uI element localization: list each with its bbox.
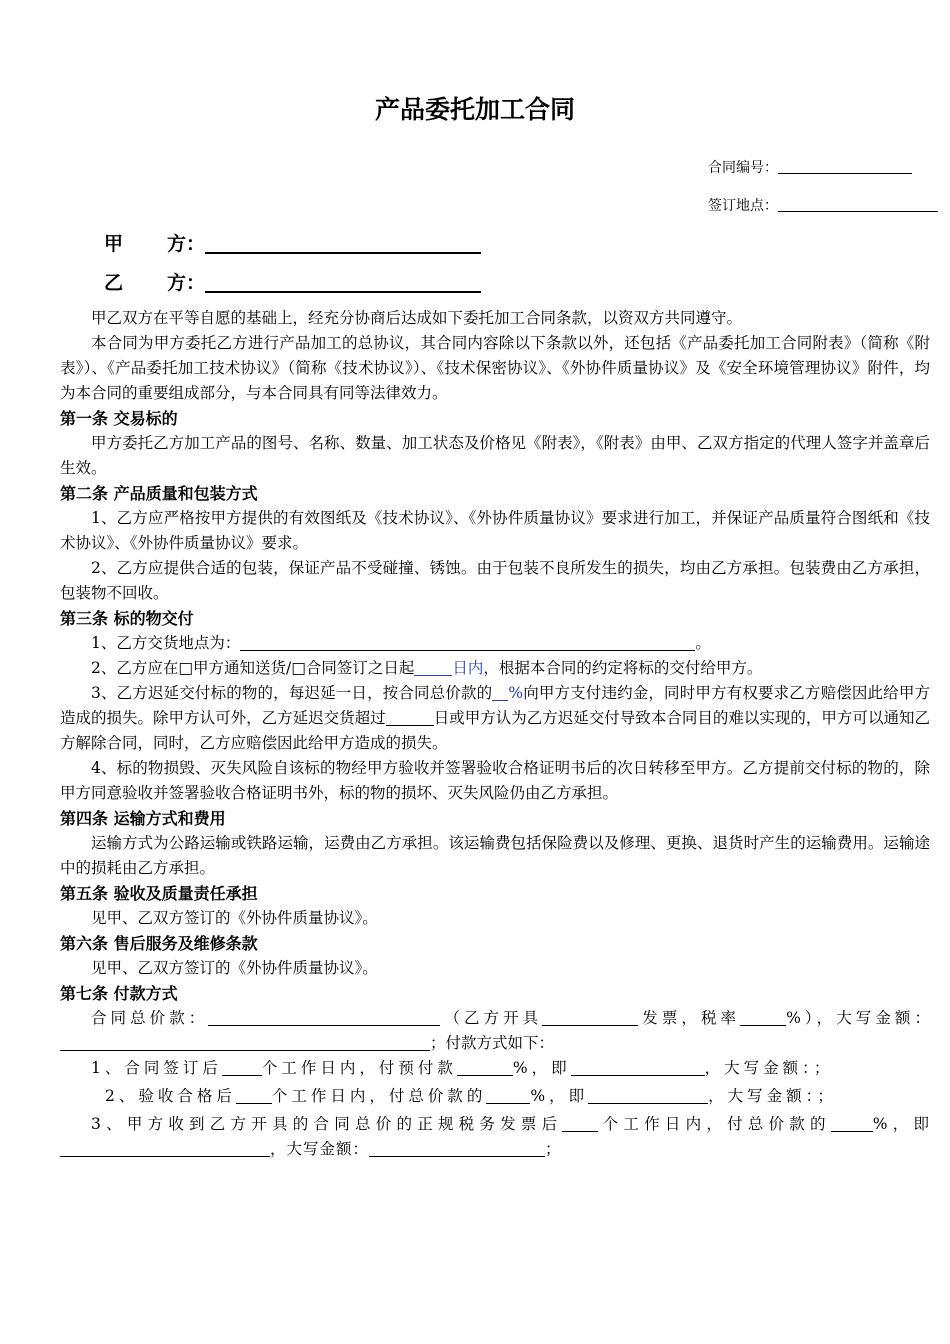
pay1-text-a: 1、合同签订后 [91,1059,222,1077]
article-2-heading: 第二条 产品质量和包装方式 [60,484,258,503]
pay3-amount-blank[interactable] [60,1139,270,1157]
pay3-text-d: ，大写金额： [270,1140,370,1158]
pay1-amount-blank[interactable] [571,1058,705,1076]
intro-paragraph-1: 甲乙双方在平等自愿的基础上，经充分协商后达成如下委托加工合同条款，以资双方共同遵守。 [91,309,743,327]
article-6-paragraph: 见甲、乙双方签订的《外协件质量协议》。 [91,959,378,977]
party-a-label-2: 方： [167,233,206,255]
penalty-rate-blank[interactable] [492,683,508,701]
delivery-time-text-a: 2、乙方应在□甲方通知送货/□合同签订之日起 [91,659,415,677]
pay1-text-c: %，即 [512,1059,571,1077]
pay3-text-a: 3、甲方收到乙方开具的合同总价的正规税务发票后 [91,1115,563,1133]
article-3-item-1 [60,631,930,656]
article-2-item-2: 2、乙方应提供合适的包装，保证产品不受碰撞、锈蚀。由于包装不良所发生的损失，均由乙方承担。包装费由乙方承担，包装物不回收。 [60,559,930,602]
delay-days-blank[interactable] [386,708,434,726]
tax-rate-blank[interactable] [740,1008,786,1026]
pay2-rate-blank[interactable] [486,1086,530,1104]
article-3-item-3 [60,681,930,756]
pay3-days-blank[interactable] [562,1114,598,1132]
payment-method-label: ；付款方式如下： [430,1034,555,1052]
delay-text-c: 向甲方支付违约金，同时甲方有权要求乙方赔偿因此给甲方造成的损失。除甲方认可外，乙方延迟交货超过 [60,684,930,727]
penalty-rate-unit: % [508,684,524,702]
delay-text-a: 3、乙方迟延交付标的物的，每迟延一日，按合同总价款的 [91,684,493,702]
delay-text-d: 日或甲方认为乙方迟延交付导致本合同目的难以实现的，甲方可以通知乙方解除合同，同时，乙方应赔偿因此给甲方造成的损失。 [60,709,930,752]
article-3-item-2 [60,656,930,681]
pay3-words-blank[interactable] [369,1139,545,1157]
party-b-blank[interactable] [205,271,481,293]
delivery-time-text-c: ，根据本合同的约定将标的交付给甲方。 [483,659,763,677]
delivery-place-blank[interactable] [240,633,695,651]
pay2-text-d: ，大写金额： [708,1087,818,1105]
sign-place-blank[interactable] [778,196,938,212]
pay2-text-c: %，即 [530,1087,589,1105]
pay3-text-b: 个工作日内，付总价款的 [598,1115,831,1133]
total-price-label: 合同总价款： [91,1009,209,1027]
article-5-paragraph: 见甲、乙双方签订的《外协件质量协议》。 [91,909,378,927]
article-4-heading: 第四条 运输方式和费用 [60,809,226,828]
article-6-heading: 第六条 售后服务及维修条款 [60,934,258,953]
document-title: 产品委托加工合同 [374,95,575,124]
article-4-paragraph: 运输方式为公路运输或铁路运输，运费由乙方承担。该运输费包括保险费以及修理、更换、退货时产生的运输费用。运输途中的损耗由乙方承担。 [60,834,930,877]
article-7-total-price [60,1006,930,1056]
contract-body [60,306,930,1162]
pay3-rate-blank[interactable] [831,1114,873,1132]
article-3-heading: 第三条 标的物交付 [60,609,194,628]
pay1-text-d: ，大写金额： [704,1059,814,1077]
delivery-days-unit: 日内 [452,659,484,677]
party-a-line [104,229,481,256]
party-b-line [104,268,481,295]
article-7-item-1 [60,1056,930,1081]
delivery-days-blank[interactable] [414,658,452,676]
contract-number-blank[interactable] [778,158,912,174]
article-7-heading: 第七条 付款方式 [60,984,178,1003]
article-7-item-2 [60,1084,930,1109]
amount-words-label: %），大写金额： [786,1009,930,1027]
delivery-place-label: 1、乙方交货地点为： [91,634,241,652]
invoice-type-blank[interactable] [542,1008,638,1026]
pay2-text-b: 个工作日内，付总价款的 [271,1087,487,1105]
delivery-place-end: 。 [695,634,711,652]
contract-number-line [708,157,912,177]
party-a-label-1: 甲 [104,233,124,255]
pay1-days-blank[interactable] [222,1058,262,1076]
article-3-item-4: 4、标的物损毁、灭失风险自该标的物经甲方验收并签署验收合格证明书后的次日转移至甲方。乙方提前交付标的物的，除甲方同意验收并签署验收合格证明书外，标的物的损坏、灭失风险仍由乙方承担。 [60,759,930,802]
total-price-blank[interactable] [208,1008,440,1026]
party-a-blank[interactable] [205,232,481,254]
pay2-text-e: ； [817,1087,837,1105]
intro-paragraph-2: 本合同为甲方委托乙方进行产品加工的总协议，其合同内容除以下条款以外，还包括《产品委托加工合同附表》（简称《附表》）、《产品委托加工技术协议》（简称《技术协议》）、《技术保密协议》、《外协件质量协议》及《安全环境管理协议》附件，均为本合同的重要组成部分，与本合同具有同等法律效力。 [60,334,930,402]
pay1-text-b: 个工作日内，付预付款 [261,1059,457,1077]
pay1-rate-blank[interactable] [457,1058,513,1076]
pay3-text-e: ； [545,1140,562,1158]
pay2-days-blank[interactable] [236,1086,272,1104]
pay2-amount-blank[interactable] [588,1086,708,1104]
party-b-label-1: 乙 [104,272,124,294]
invoice-label: （乙方开具 [440,1009,543,1027]
pay2-text-a: 2、验收合格后 [105,1087,236,1105]
party-b-label-2: 方： [167,272,206,294]
pay3-text-c: %，即 [872,1115,930,1133]
tax-rate-label: 发票，税率 [638,1009,741,1027]
pay1-text-e: ； [813,1059,834,1077]
article-1-heading: 第一条 交易标的 [60,409,178,428]
sign-place-label: 签订地点： [708,198,778,214]
article-5-heading: 第五条 验收及质量责任承担 [60,884,258,903]
contract-number-label: 合同编号： [708,160,778,176]
amount-words-blank[interactable] [60,1033,430,1051]
article-7-item-3 [60,1112,930,1162]
sign-place-line [708,195,938,215]
article-1-paragraph: 甲方委托乙方加工产品的图号、名称、数量、加工状态及价格见《附表》，《附表》由甲、乙双方指定的代理人签字并盖章后生效。 [60,434,930,477]
article-2-item-1: 1、乙方应严格按甲方提供的有效图纸及《技术协议》、《外协件质量协议》要求进行加工，并保证产品质量符合图纸和《技术协议》、《外协件质量协议》要求。 [60,509,930,552]
